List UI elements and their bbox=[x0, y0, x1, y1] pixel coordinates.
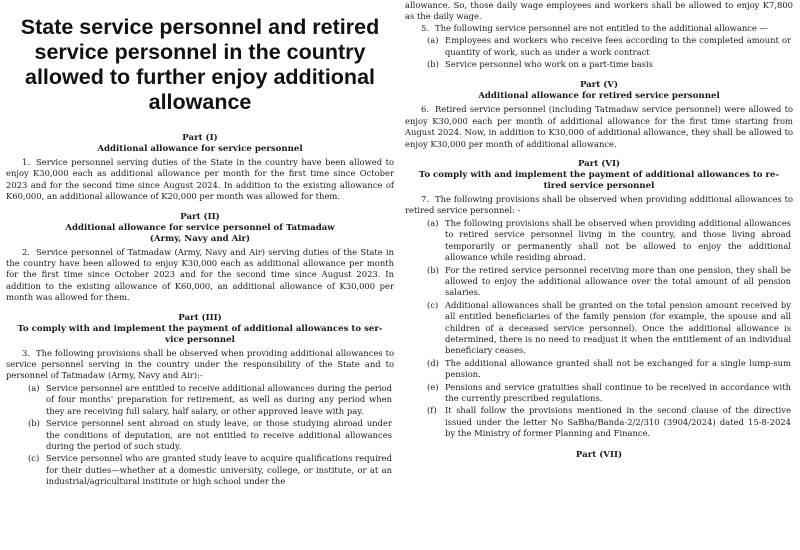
list-item-7a bbox=[405, 218, 793, 264]
item-text: Service personnel who are granted study leave to acquire qualifications required for their duties—whether at a domestic university, college, or institute, or at an industrial/agricultural institute or high school under the bbox=[46, 453, 392, 487]
item-text: Service personnel sent abroad on study leave, or those studying abroad under the conditions of deputation, are not entitled to receive additional allowances during the period of such study. bbox=[46, 418, 392, 451]
part-1-title: Additional allowance for service personnel bbox=[97, 144, 303, 154]
item-text: Pensions and service gratuities shall continue to be received in accordance with the currently prescribed regulations. bbox=[445, 381, 791, 403]
part-1-heading: Part (I) bbox=[182, 133, 218, 143]
paragraph-text: The following service personnel are not entitled to the additional allowance — bbox=[435, 22, 768, 33]
part-5-section bbox=[405, 80, 793, 150]
item-text: For the retired service personnel receiving more than one pension, they shall be allowed to enjoy the additional allowance over the total amount of all pension salaries. bbox=[445, 264, 791, 298]
right-column bbox=[405, 0, 793, 461]
paragraph-text: Service personnel serving duties of the State in the country have been allowed to enjoy K30,000 each as additional allowance per month for the first time since October 2023 and for the second time since August 2024. In addition to the existing allowance of K60,000, an additional allowance of K20,000 per month was allowed for them. bbox=[6, 157, 394, 202]
part-5-title: Additional allowance for retired service personnel bbox=[478, 91, 720, 102]
paragraph-text: The following provisions shall be observed when providing additional allowances to service personnel serving in the country under the responsibility of the State and to personnel of Tatmadaw (Army, Navy and Air):- bbox=[6, 347, 394, 381]
list-item-3b bbox=[6, 418, 394, 452]
item-marker: (b) bbox=[28, 418, 40, 429]
part-2-subtitle: (Army, Navy and Air) bbox=[149, 233, 251, 244]
item-text: Service personnel are entitled to receive additional allowances during the period of four months' preparation for retirement, as well as during any period when they are receiving full salary, half salary, or other approved leave with pay. bbox=[46, 382, 392, 416]
paragraph-7 bbox=[405, 194, 793, 217]
part-2-title: Additional allowance for service personnel of Tatmadaw bbox=[65, 222, 335, 233]
item-marker: (a) bbox=[427, 35, 439, 46]
item-marker: (a) bbox=[427, 217, 439, 228]
item-text: The following provisions shall be observed when providing additional allowances to retired service personnel living in the country, and those living abroad temporarily or permanently shall not be allowed to enjoy the additional allowance while residing abroad. bbox=[445, 217, 791, 263]
paragraph-3 bbox=[6, 348, 394, 382]
part-3-heading: Part (III) bbox=[178, 312, 222, 323]
paragraph-number: 3. bbox=[22, 347, 30, 358]
item-marker: (b) bbox=[427, 264, 439, 275]
left-column bbox=[6, 0, 394, 489]
part-2-section bbox=[6, 212, 394, 304]
list-item-3a bbox=[6, 383, 394, 417]
part-6-section bbox=[405, 159, 793, 440]
paragraph-5 bbox=[405, 23, 793, 34]
part-3-title-continued: vice personnel bbox=[165, 334, 235, 345]
item-marker: (f) bbox=[427, 405, 437, 416]
paragraph-number: 6. bbox=[421, 104, 429, 115]
item-text: It shall follow the provisions mentioned in the second clause of the directive issued under the letter No SaBha/Banda-2/2/310 (3904/2024) dated 15-8-2024 by the Ministry of former Planning and Finance. bbox=[445, 405, 791, 439]
list-item-3c bbox=[6, 453, 394, 487]
part-6-title: To comply with and implement the payment of additional allowances to re- bbox=[418, 170, 780, 181]
list-item-7f bbox=[405, 405, 793, 439]
list-item-7c bbox=[405, 300, 793, 357]
list-item-5b bbox=[405, 59, 793, 70]
paragraph-text: Retired service personnel (including Tatmadaw service personnel) were allowed to enjoy K30,000 each per month of additional allowance for the first time starting from August 2024. Now, in addition to K30,000 of additional allowance, they shall be allowed to enjoy K30,000 per month of additional allowance. bbox=[405, 104, 793, 149]
item-text: Employees and workers who receive fees according to the completed amount or quantity of work, such as under a work contract bbox=[445, 35, 791, 57]
part-3-section bbox=[6, 313, 394, 488]
item-text: Additional allowances shall be granted on the total pension amount received by all entitled beneficiaries of the family pension (for example, the spouse and all children of a deceased service personnel). Once the additional allowance is determined, there is no need to readjust it when the entitlement of an individual beneficiary ceases. bbox=[445, 299, 791, 356]
paragraph-1 bbox=[6, 157, 394, 203]
item-marker: (e) bbox=[427, 381, 439, 392]
list-item-7e bbox=[405, 382, 793, 405]
part-1-section bbox=[6, 133, 394, 203]
part-6-heading: Part (VI) bbox=[577, 159, 621, 170]
part-7-heading: Part (VII) bbox=[575, 449, 623, 460]
paragraph-text: The following provisions shall be observed when providing additional allowances to retired service personnel: - bbox=[405, 194, 793, 216]
list-item-7b bbox=[405, 265, 793, 299]
list-item-5a bbox=[405, 35, 793, 58]
item-text: Service personnel who work on a part-time basis bbox=[445, 59, 653, 70]
item-marker: (b) bbox=[427, 59, 439, 70]
item-marker: (a) bbox=[28, 382, 40, 393]
list-item-7d bbox=[405, 358, 793, 381]
paragraph-2 bbox=[6, 247, 394, 304]
top-fragment: allowance. So, those daily wage employees and workers shall be allowed to enjoy K7,800 as the daily wage. bbox=[405, 0, 793, 22]
item-text: The additional allowance granted shall not be exchanged for a single lump-sum pension. bbox=[445, 357, 791, 380]
paragraph-number: 2. bbox=[22, 246, 30, 257]
part-3-title: To comply with and implement the payment of additional allowances to ser- bbox=[17, 323, 383, 334]
item-marker: (d) bbox=[427, 357, 439, 368]
paragraph-number: 1. bbox=[22, 157, 30, 167]
headline: State service personnel and retired service personnel in the country allowed to further enjoy additional allowance bbox=[20, 15, 380, 114]
paragraph-6 bbox=[405, 104, 793, 150]
paragraph-text: Service personnel of Tatmadaw (Army, Navy and Air) serving duties of the State in the country have been allowed to enjoy K30,000 each as additional allowance per month for the first time since October 2023 and for the second time since August 2023. In addition to the existing allowance of K60,000, an additional allowance of K30,000 per month was allowed for them. bbox=[6, 246, 394, 303]
part-5-heading: Part (V) bbox=[579, 80, 619, 91]
paragraph-number: 5. bbox=[421, 22, 429, 33]
part-2-heading: Part (II) bbox=[180, 211, 220, 222]
part-6-title-continued: tired service personnel bbox=[543, 181, 655, 192]
paragraph-number: 7. bbox=[421, 194, 429, 205]
item-marker: (c) bbox=[427, 299, 439, 310]
item-marker: (c) bbox=[28, 453, 40, 464]
